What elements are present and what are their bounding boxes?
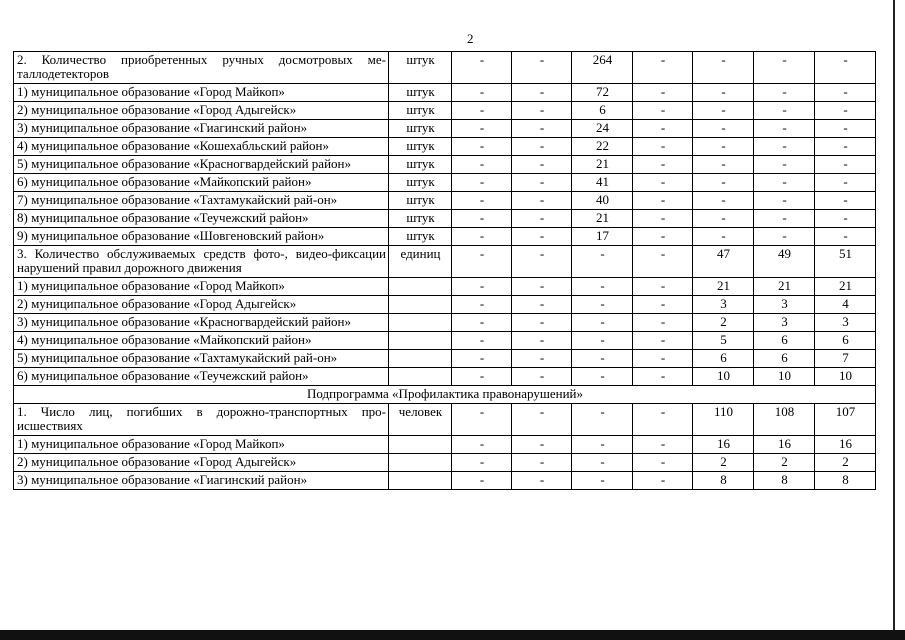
indicator-name-cell: 2) муниципальное образование «Город Адыгейск» [14, 296, 389, 314]
value-cell: - [754, 192, 815, 210]
indicator-name-cell: 2. Количество приобретенных ручных досмотровых ме-таллодетекторов [14, 52, 389, 84]
value-cell: - [633, 228, 693, 246]
value-cell: - [693, 52, 754, 84]
value-cell: 21 [815, 278, 876, 296]
table-row [14, 52, 876, 84]
indicator-name-cell: 9) муниципальное образование «Шовгеновский район» [14, 228, 389, 246]
value-cell: - [512, 228, 572, 246]
value-cell: 3 [693, 296, 754, 314]
value-cell: - [452, 102, 512, 120]
table-row [14, 404, 876, 436]
value-cell: 21 [754, 278, 815, 296]
table-row [14, 472, 876, 490]
value-cell: - [452, 174, 512, 192]
unit-cell: штук [389, 102, 452, 120]
value-cell: 2 [815, 454, 876, 472]
value-cell: 49 [754, 246, 815, 278]
unit-cell [389, 472, 452, 490]
value-cell: - [512, 52, 572, 84]
value-cell: - [754, 84, 815, 102]
table-row [14, 192, 876, 210]
value-cell: 72 [572, 84, 633, 102]
unit-cell [389, 350, 452, 368]
value-cell: - [512, 138, 572, 156]
value-cell: - [572, 332, 633, 350]
value-cell: - [512, 296, 572, 314]
value-cell: 21 [572, 210, 633, 228]
value-cell: - [512, 210, 572, 228]
value-cell: - [633, 454, 693, 472]
value-cell: 40 [572, 192, 633, 210]
value-cell: 264 [572, 52, 633, 84]
section-row [14, 386, 876, 404]
value-cell: - [815, 156, 876, 174]
value-cell: - [754, 102, 815, 120]
value-cell: - [633, 84, 693, 102]
value-cell: - [633, 120, 693, 138]
value-cell: 16 [693, 436, 754, 454]
value-cell: 8 [754, 472, 815, 490]
value-cell: - [633, 404, 693, 436]
value-cell: - [512, 192, 572, 210]
value-cell: - [572, 314, 633, 332]
value-cell: - [512, 174, 572, 192]
value-cell: 3 [754, 296, 815, 314]
section-title: Подпрограмма «Профилактика правонарушений» [14, 386, 876, 404]
unit-cell [389, 278, 452, 296]
indicator-name-cell: 1. Число лиц, погибших в дорожно-транспортных про-исшествиях [14, 404, 389, 436]
value-cell: 41 [572, 174, 633, 192]
value-cell: 10 [754, 368, 815, 386]
value-cell: - [693, 210, 754, 228]
value-cell: - [633, 246, 693, 278]
value-cell: 2 [693, 314, 754, 332]
value-cell: - [633, 52, 693, 84]
value-cell: 6 [815, 332, 876, 350]
value-cell: 51 [815, 246, 876, 278]
indicator-name-cell: 3) муниципальное образование «Гиагинский район» [14, 120, 389, 138]
table-row [14, 210, 876, 228]
value-cell: - [815, 102, 876, 120]
value-cell: - [633, 368, 693, 386]
value-cell: - [452, 278, 512, 296]
value-cell: 2 [693, 454, 754, 472]
value-cell: - [572, 350, 633, 368]
value-cell: - [815, 84, 876, 102]
table-row [14, 332, 876, 350]
value-cell: - [754, 210, 815, 228]
value-cell: - [452, 84, 512, 102]
value-cell: - [512, 454, 572, 472]
unit-cell [389, 296, 452, 314]
unit-cell: штук [389, 228, 452, 246]
value-cell: 6 [754, 332, 815, 350]
indicator-name-cell: 5) муниципальное образование «Тахтамукайский рай-он» [14, 350, 389, 368]
value-cell: - [452, 472, 512, 490]
value-cell: 4 [815, 296, 876, 314]
value-cell: 6 [754, 350, 815, 368]
value-cell: - [815, 192, 876, 210]
value-cell: - [754, 52, 815, 84]
value-cell: - [452, 314, 512, 332]
value-cell: - [452, 228, 512, 246]
value-cell: - [572, 246, 633, 278]
indicator-name-cell: 3. Количество обслуживаемых средств фото-, видео-фиксации нарушений правил дорожного движения [14, 246, 389, 278]
unit-cell [389, 332, 452, 350]
value-cell: - [633, 138, 693, 156]
unit-cell [389, 314, 452, 332]
value-cell: - [572, 436, 633, 454]
indicator-name-cell: 1) муниципальное образование «Город Майкоп» [14, 84, 389, 102]
value-cell: 108 [754, 404, 815, 436]
value-cell: - [512, 314, 572, 332]
value-cell: 3 [754, 314, 815, 332]
indicator-name-cell: 7) муниципальное образование «Тахтамукайский рай-он» [14, 192, 389, 210]
indicator-name-cell: 2) муниципальное образование «Город Адыгейск» [14, 102, 389, 120]
value-cell: - [512, 246, 572, 278]
indicator-name-cell: 3) муниципальное образование «Гиагинский район» [14, 472, 389, 490]
value-cell: - [452, 296, 512, 314]
value-cell: - [633, 472, 693, 490]
value-cell: - [633, 436, 693, 454]
value-cell: 3 [815, 314, 876, 332]
value-cell: - [633, 174, 693, 192]
value-cell: - [452, 368, 512, 386]
unit-cell [389, 454, 452, 472]
scan-edge-right [893, 0, 895, 640]
value-cell: - [572, 278, 633, 296]
indicator-name-cell: 3) муниципальное образование «Красногвардейский район» [14, 314, 389, 332]
unit-cell: штук [389, 52, 452, 84]
indicator-name-cell: 5) муниципальное образование «Красногвардейский район» [14, 156, 389, 174]
value-cell: - [754, 138, 815, 156]
value-cell: - [512, 350, 572, 368]
value-cell: - [452, 192, 512, 210]
unit-cell: штук [389, 210, 452, 228]
table-row [14, 120, 876, 138]
unit-cell: штук [389, 192, 452, 210]
value-cell: - [693, 156, 754, 174]
value-cell: - [633, 296, 693, 314]
value-cell: - [452, 332, 512, 350]
value-cell: - [815, 120, 876, 138]
value-cell: - [452, 454, 512, 472]
value-cell: - [452, 436, 512, 454]
value-cell: 8 [815, 472, 876, 490]
value-cell: 6 [693, 350, 754, 368]
value-cell: - [452, 404, 512, 436]
value-cell: - [693, 138, 754, 156]
value-cell: - [512, 472, 572, 490]
unit-cell [389, 436, 452, 454]
table-row [14, 436, 876, 454]
value-cell: 8 [693, 472, 754, 490]
value-cell: - [452, 210, 512, 228]
value-cell: - [512, 368, 572, 386]
unit-cell: штук [389, 174, 452, 192]
unit-cell: единиц [389, 246, 452, 278]
table-row [14, 350, 876, 368]
table-row [14, 314, 876, 332]
value-cell: - [693, 174, 754, 192]
value-cell: - [512, 404, 572, 436]
value-cell: 2 [754, 454, 815, 472]
table-row [14, 138, 876, 156]
value-cell: - [452, 156, 512, 174]
value-cell: - [754, 156, 815, 174]
value-cell: 21 [572, 156, 633, 174]
table-row [14, 156, 876, 174]
value-cell: - [452, 52, 512, 84]
value-cell: - [512, 102, 572, 120]
table-row [14, 228, 876, 246]
value-cell: - [572, 404, 633, 436]
value-cell: - [693, 102, 754, 120]
value-cell: 107 [815, 404, 876, 436]
value-cell: - [512, 84, 572, 102]
table-row [14, 246, 876, 278]
value-cell: 16 [754, 436, 815, 454]
indicator-name-cell: 6) муниципальное образование «Майкопский район» [14, 174, 389, 192]
value-cell: - [572, 296, 633, 314]
value-cell: 22 [572, 138, 633, 156]
value-cell: 110 [693, 404, 754, 436]
indicator-name-cell: 4) муниципальное образование «Кошехабльский район» [14, 138, 389, 156]
value-cell: 24 [572, 120, 633, 138]
value-cell: - [815, 210, 876, 228]
indicator-name-cell: 6) муниципальное образование «Теучежский район» [14, 368, 389, 386]
scan-edge-bottom [0, 630, 905, 640]
value-cell: - [693, 84, 754, 102]
table-row [14, 102, 876, 120]
table-row [14, 454, 876, 472]
value-cell: - [693, 120, 754, 138]
value-cell: - [754, 228, 815, 246]
value-cell: - [815, 228, 876, 246]
value-cell: - [633, 314, 693, 332]
value-cell: - [633, 192, 693, 210]
value-cell: - [512, 156, 572, 174]
value-cell: - [512, 332, 572, 350]
table-row [14, 296, 876, 314]
indicator-name-cell: 8) муниципальное образование «Теучежский район» [14, 210, 389, 228]
value-cell: - [633, 156, 693, 174]
table-row [14, 84, 876, 102]
value-cell: 10 [815, 368, 876, 386]
unit-cell: штук [389, 138, 452, 156]
value-cell: - [512, 436, 572, 454]
value-cell: - [452, 138, 512, 156]
value-cell: - [815, 138, 876, 156]
value-cell: 16 [815, 436, 876, 454]
indicator-name-cell: 1) муниципальное образование «Город Майкоп» [14, 278, 389, 296]
indicator-name-cell: 2) муниципальное образование «Город Адыгейск» [14, 454, 389, 472]
value-cell: 6 [572, 102, 633, 120]
value-cell: 10 [693, 368, 754, 386]
value-cell: 17 [572, 228, 633, 246]
table-row [14, 174, 876, 192]
value-cell: - [693, 228, 754, 246]
unit-cell: штук [389, 156, 452, 174]
value-cell: 7 [815, 350, 876, 368]
value-cell: - [754, 120, 815, 138]
unit-cell: человек [389, 404, 452, 436]
unit-cell: штук [389, 120, 452, 138]
value-cell: - [452, 120, 512, 138]
page-number: 2 [467, 31, 474, 46]
value-cell: - [572, 472, 633, 490]
value-cell: - [633, 278, 693, 296]
value-cell: - [572, 368, 633, 386]
unit-cell: штук [389, 84, 452, 102]
indicator-name-cell: 1) муниципальное образование «Город Майкоп» [14, 436, 389, 454]
unit-cell [389, 368, 452, 386]
value-cell: 21 [693, 278, 754, 296]
value-cell: 47 [693, 246, 754, 278]
value-cell: - [693, 192, 754, 210]
indicators-table [13, 51, 876, 490]
value-cell: - [633, 350, 693, 368]
value-cell: - [754, 174, 815, 192]
value-cell: - [815, 52, 876, 84]
value-cell: 5 [693, 332, 754, 350]
table-row [14, 278, 876, 296]
value-cell: - [452, 246, 512, 278]
value-cell: - [512, 278, 572, 296]
value-cell: - [572, 454, 633, 472]
value-cell: - [815, 174, 876, 192]
value-cell: - [633, 210, 693, 228]
table-row [14, 368, 876, 386]
indicator-name-cell: 4) муниципальное образование «Майкопский район» [14, 332, 389, 350]
value-cell: - [633, 102, 693, 120]
value-cell: - [633, 332, 693, 350]
value-cell: - [452, 350, 512, 368]
value-cell: - [512, 120, 572, 138]
